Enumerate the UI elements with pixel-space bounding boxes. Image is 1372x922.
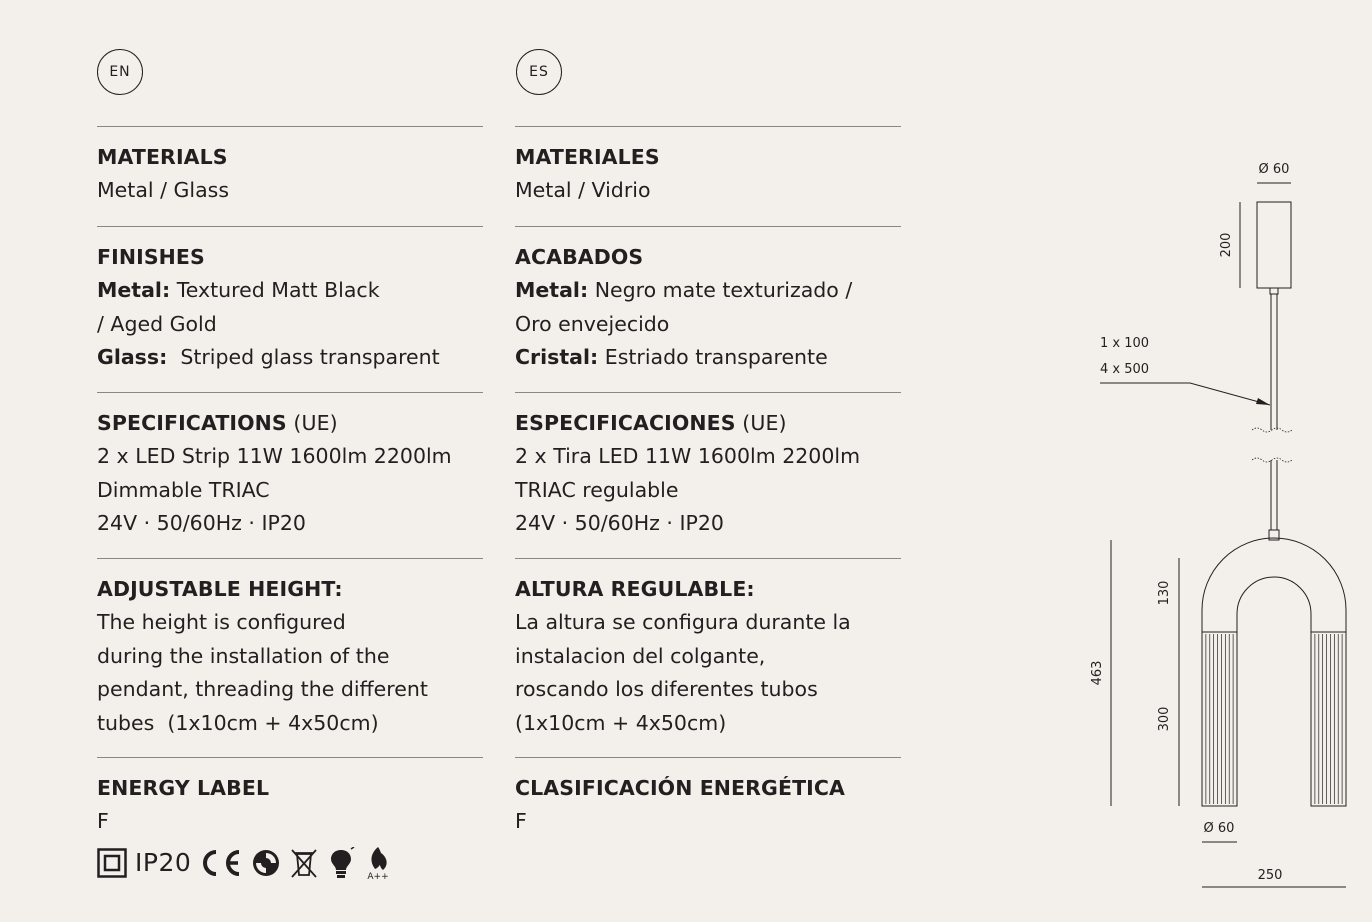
ce-mark-icon <box>199 848 243 878</box>
right-tube <box>1311 632 1346 806</box>
energy-class-label: A++ <box>367 871 389 881</box>
weee-bin-icon <box>289 847 319 879</box>
canopy-body <box>1257 202 1291 288</box>
badge-label: ES <box>529 64 549 80</box>
finish-label: Cristal: <box>515 345 599 369</box>
materials-section <box>97 126 483 226</box>
adjustable-height-section <box>97 558 483 757</box>
arch-height-label: 130 <box>1157 580 1172 606</box>
title-text: ESPECIFICACIONES <box>515 411 736 435</box>
materials-value: Metal / Glass <box>97 178 230 202</box>
section-title: ALTURA REGULABLE: <box>515 577 755 601</box>
finishes-section <box>97 226 483 392</box>
canopy-diameter-label: Ø 60 <box>1258 162 1290 177</box>
tube-flutes <box>1206 634 1342 804</box>
section-title: ADJUSTABLE HEIGHT: <box>97 577 343 601</box>
finish-label: Glass: <box>97 345 168 369</box>
height-line: instalacion del colgante, <box>515 643 766 668</box>
finish-metal <box>515 274 901 308</box>
height-line: La altura se configura durante la <box>515 610 851 634</box>
finishes-section <box>515 226 901 392</box>
spec-line: 24V · 50/60Hz · IP20 <box>97 511 306 535</box>
leader-arrowhead <box>1256 398 1270 405</box>
canopy-connector <box>1270 288 1278 294</box>
title-suffix: (UE) <box>286 411 338 435</box>
energy-label-section <box>97 757 483 883</box>
ip-rating-label: IP20 <box>135 848 192 877</box>
rod-break-upper <box>1252 428 1292 432</box>
section-title: CLASIFICACIÓN ENERGÉTICA <box>515 776 845 800</box>
finish-label: Metal: <box>97 278 171 302</box>
spec-line: 24V · 50/60Hz · IP20 <box>515 511 724 535</box>
led-bulb-icon <box>327 847 355 879</box>
energy-value: F <box>97 809 109 833</box>
materials-section <box>515 126 901 226</box>
finish-value: Negro mate texturizado / <box>588 278 853 302</box>
section-title: MATERIALS <box>97 145 228 169</box>
adjustable-height-section <box>515 558 901 757</box>
canopy-height-label: 200 <box>1219 232 1234 258</box>
rod-lengths-label-2: 4 x 500 <box>1100 362 1150 377</box>
class-ii-icon <box>97 848 127 878</box>
materials-value: Metal / Vidrio <box>515 178 651 202</box>
height-line: The height is configured <box>97 610 346 634</box>
rod-leader-line <box>1100 383 1270 405</box>
spec-line: 2 x LED Strip 11W 1600lm 2200lm <box>97 444 452 468</box>
rod-break-lower <box>1252 458 1292 462</box>
title-text: SPECIFICATIONS <box>97 411 287 435</box>
arch-outer <box>1202 538 1346 632</box>
energy-leaf-icon <box>363 845 393 881</box>
green-dot-icon <box>251 848 281 878</box>
finish-label: Metal: <box>515 278 589 302</box>
energy-value: F <box>515 809 527 833</box>
section-title <box>515 407 901 440</box>
height-line: roscando los diferentes tubos <box>515 677 818 701</box>
arch-inner <box>1237 577 1311 632</box>
specifications-section <box>97 392 483 558</box>
title-suffix: (UE) <box>735 411 787 435</box>
finish-value: Striped glass transparent <box>167 345 440 369</box>
language-badge-en <box>97 49 143 95</box>
finish-metal-cont: Oro envejecido <box>515 311 670 336</box>
certification-icons <box>97 843 483 883</box>
total-height-label: 463 <box>1090 660 1105 686</box>
language-badge-es <box>516 49 562 95</box>
finish-value: Estriado transparente <box>598 345 828 369</box>
ce-mark-text: CE <box>199 847 201 849</box>
finish-metal-cont: / Aged Gold <box>97 311 217 336</box>
height-line: (1x10cm + 4x50cm) <box>515 710 727 735</box>
total-width-label: 250 <box>1257 868 1283 883</box>
specifications-section <box>515 392 901 558</box>
section-title <box>97 407 483 440</box>
tube-height-label: 300 <box>1157 706 1172 732</box>
spec-column-es <box>515 126 901 839</box>
finish-metal <box>97 274 483 308</box>
rod-lengths-label-1: 1 x 100 <box>1100 336 1150 351</box>
height-line: during the installation of the <box>97 643 390 668</box>
spec-line: Dimmable TRIAC <box>97 477 270 502</box>
section-title: ENERGY LABEL <box>97 776 270 800</box>
finish-glass <box>515 341 901 375</box>
height-line: tubes (1x10cm + 4x50cm) <box>97 710 379 735</box>
spec-column-en <box>97 126 483 883</box>
finish-value: Textured Matt Black <box>170 278 380 302</box>
spec-line: 2 x Tira LED 11W 1600lm 2200lm <box>515 444 861 468</box>
section-title: FINISHES <box>97 245 205 269</box>
tube-diameter-label: Ø 60 <box>1203 821 1235 836</box>
section-title: MATERIALES <box>515 145 660 169</box>
badge-label: EN <box>109 64 131 80</box>
spec-line: TRIAC regulable <box>515 477 679 502</box>
finish-glass <box>97 341 483 375</box>
energy-label-section <box>515 757 901 839</box>
left-tube <box>1202 632 1237 806</box>
height-line: pendant, threading the different <box>97 677 428 701</box>
section-title: ACABADOS <box>515 245 644 269</box>
pendant-technical-drawing <box>1080 150 1360 900</box>
